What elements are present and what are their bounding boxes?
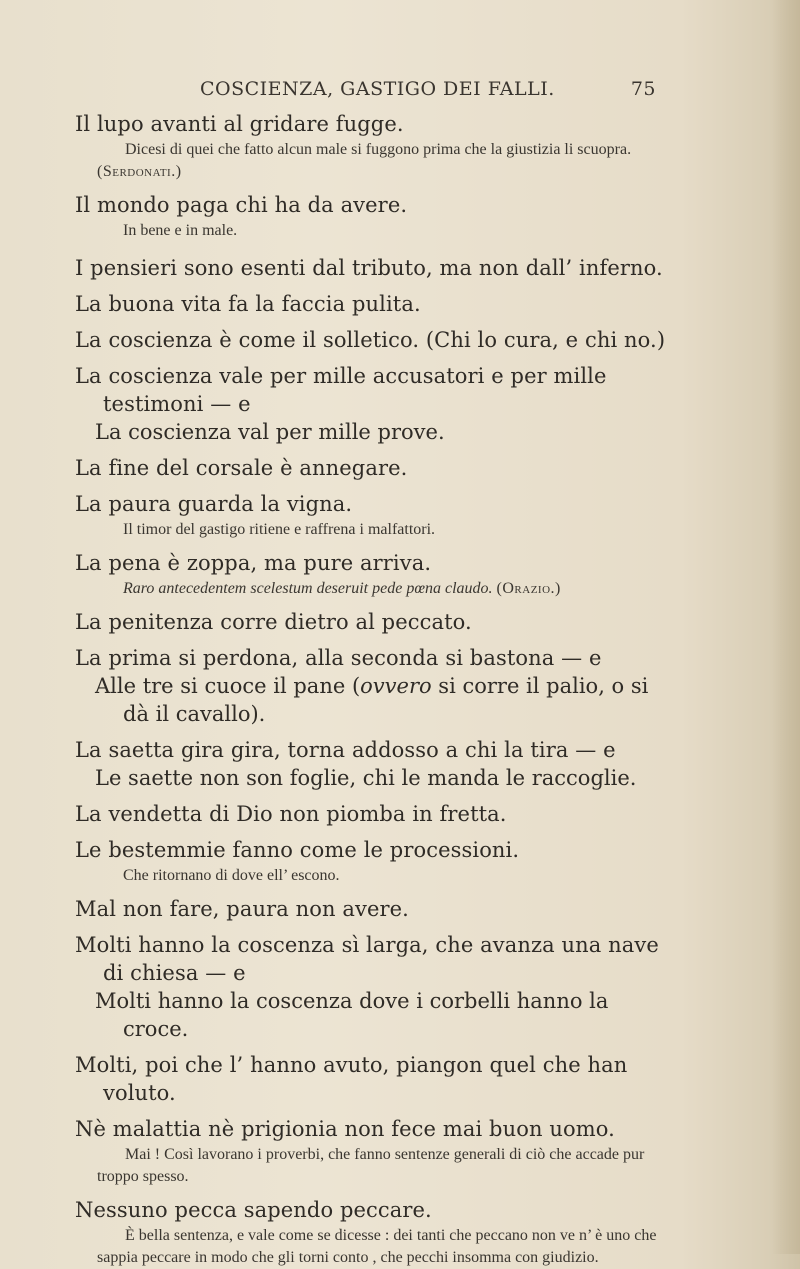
proverb: La fine del corsale è annegare. <box>75 456 408 480</box>
proverb: La coscienza vale per mille accusatori e per mille testimoni — e <box>75 364 607 416</box>
proverb: Le bestemmie fanno come le processioni. <box>75 838 520 862</box>
continuation-text: si corre il palio, o si dà il cavallo). <box>123 674 649 726</box>
gloss-text: Dicesi di quei che fatto alcun male si fuggono prima che la giustizia li scuopra. <box>125 141 632 158</box>
gloss <box>75 139 675 183</box>
proverb: Molti, poi che l’ hanno avuto, piangon quel che han voluto. <box>75 1053 628 1105</box>
proverb: Il mondo paga chi ha da avere. <box>75 193 408 217</box>
running-title: COSCIENZA, GASTIGO DEI FALLI. <box>200 78 555 100</box>
proverb: La penitenza corre dietro al peccato. <box>75 610 472 634</box>
proverb: Nessuno pecca sapendo peccare. <box>75 1198 432 1222</box>
proverb: Il lupo avanti al gridare fugge. <box>75 112 404 136</box>
gloss <box>75 578 675 600</box>
proverb-list <box>75 110 675 1269</box>
proverb-continuation: La coscienza val per mille prove. <box>95 420 445 444</box>
gloss-author: (Serdonati.) <box>97 163 182 180</box>
proverb: Mal non fare, paura non avere. <box>75 897 409 921</box>
gloss: Mai ! Così lavorano i proverbi, che fanno sentenze generali di ciò che accade pur troppo spesso. <box>97 1146 645 1185</box>
running-header <box>200 78 660 108</box>
gloss: Il timor del gastigo ritiene e raffrena i malfattori. <box>123 521 436 538</box>
gloss: È bella sentenza, e vale come se dicesse : dei tanti che peccano non ve n’ è uno che sappia peccare in modo che gli torni conto , che pecchi insomma con giudizio. <box>97 1227 657 1266</box>
proverb-continuation <box>75 672 675 728</box>
proverb: La coscienza è come il solletico. (Chi lo cura, e chi no.) <box>75 328 666 352</box>
page-number: 75 <box>630 78 656 100</box>
proverb: La buona vita fa la faccia pulita. <box>75 292 421 316</box>
proverb-continuation: Molti hanno la coscenza dove i corbelli hanno la croce. <box>95 989 609 1041</box>
alternative-word: ovvero <box>360 674 432 698</box>
proverb-continuation: Le saette non son foglie, chi le manda le raccoglie. <box>95 766 637 790</box>
proverb: La vendetta di Dio non piomba in fretta. <box>75 802 507 826</box>
proverb: La pena è zoppa, ma pure arriva. <box>75 551 432 575</box>
continuation-text: Alle tre si cuoce il pane ( <box>95 674 361 698</box>
page-edge-shadow <box>772 0 800 1254</box>
proverb: Molti hanno la coscenza sì larga, che avanza una nave di chiesa — e <box>75 933 659 985</box>
proverb: La prima si perdona, alla seconda si bastona — e <box>75 646 602 670</box>
gloss-author: (Orazio.) <box>496 580 561 597</box>
proverb: La paura guarda la vigna. <box>75 492 353 516</box>
latin-quote: Raro antecedentem scelestum deseruit pede pœna claudo. <box>123 580 493 597</box>
proverb: I pensieri sono esenti dal tributo, ma non dall’ inferno. <box>75 256 663 280</box>
gloss: Che ritornano di dove ell’ escono. <box>123 867 340 884</box>
proverb: Nè malattia nè prigionia non fece mai buon uomo. <box>75 1117 615 1141</box>
proverb: La saetta gira gira, torna addosso a chi la tira — e <box>75 738 616 762</box>
gloss: In bene e in male. <box>123 222 238 239</box>
